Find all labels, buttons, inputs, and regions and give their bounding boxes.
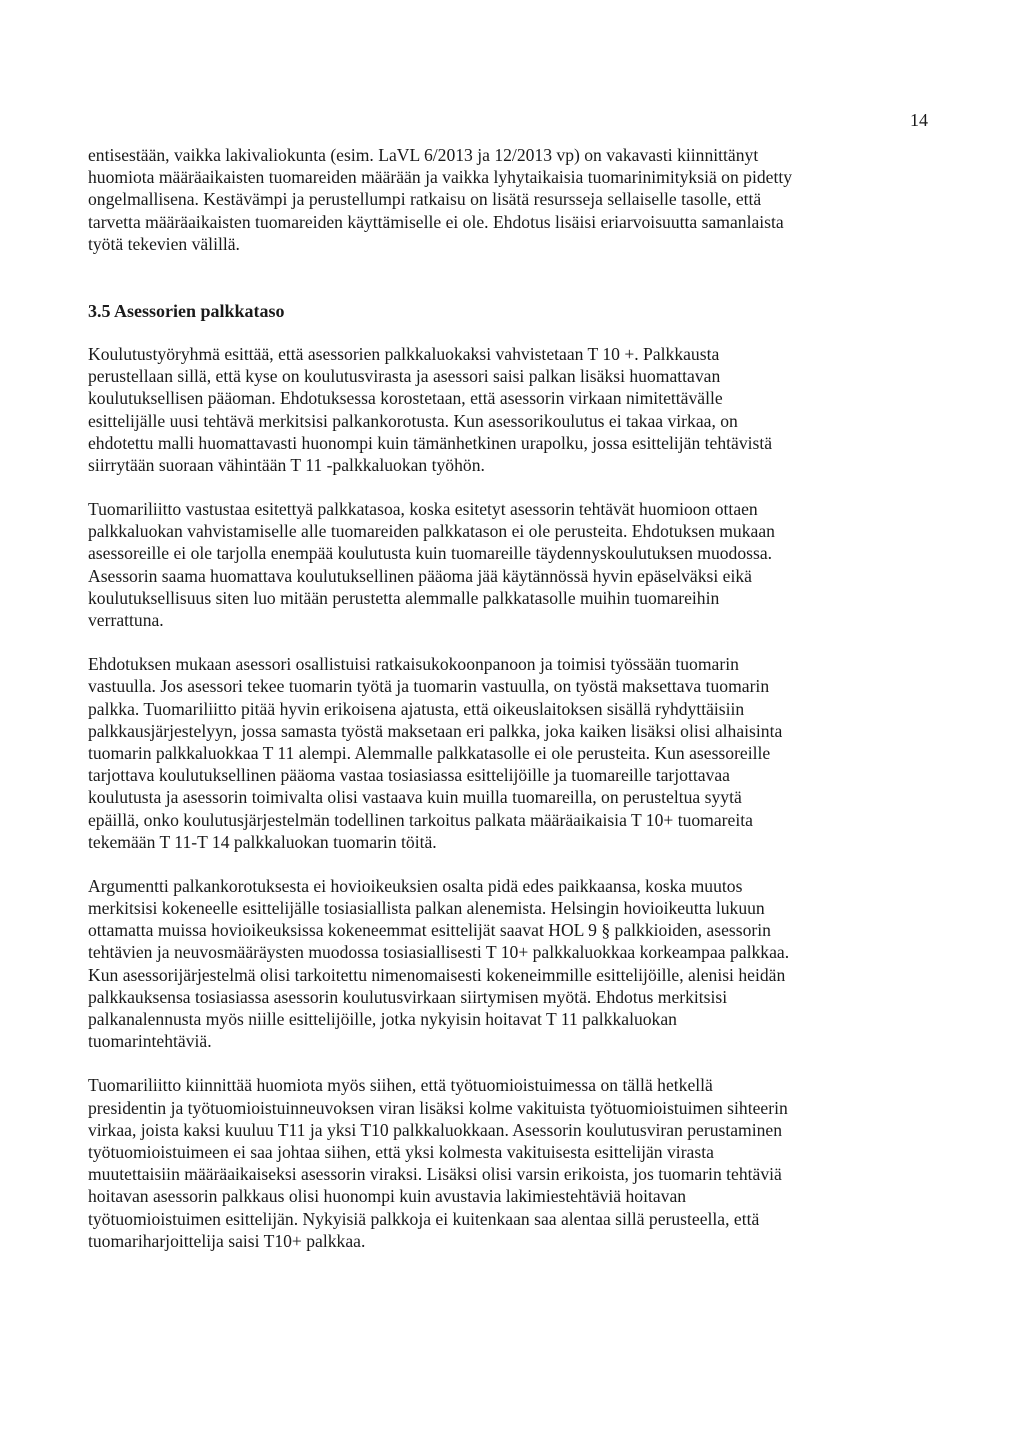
text-line: vastuulla. Jos asessori tekee tuomarin työtä ja tuomarin vastuulla, on työstä maksettava tuomarin [88,676,770,697]
paragraph-1 [88,144,918,255]
text-line: Tuomariliitto vastustaa esitettyä palkkatasoa, koska esitetyt asessorin tehtävät huomioon ottaen [88,499,758,520]
text-line: tehtävien ja neuvosmääräysten muodossa tosiasiallisesti T 10+ palkkaluokkaa korkeampaa palkkaa. [88,942,790,963]
text-line: palkanalennusta myös niille esittelijöille, jotka nykyisin hoitavat T 11 palkkaluokan [88,1009,677,1029]
text-line: siirrytään suoraan vähintään T 11 -palkkaluokan työhön. [88,454,485,475]
text-line: merkitsisi kokeneelle esittelijälle tosiasiallista palkan alenemista. Helsingin hovioikeutta lukuun [88,898,765,919]
text-line: epäillä, onko koulutusjärjestelmän todellinen tarkoitus palkata määräaikaisia T 10+ tuomareita [88,809,753,830]
section-heading: 3.5 Asessorien palkkataso [88,300,285,321]
text-line: tarvetta määräaikaisten tuomareiden käyttämiselle ei ole. Ehdotus lisäisi eriarvoisuutta samanlaista [88,211,784,232]
text-line: palkkausjärjestelyyn, jossa samasta työstä maksetaan eri palkka, joka kaiken lisäksi olisi alhaisinta [88,720,783,741]
text-line: Ehdotuksen mukaan asessori osallistuisi ratkaisukokoonpanoon ja toimisi työssään tuomarin [88,654,739,675]
paragraph-4 [88,653,918,853]
paragraph-2 [88,343,918,476]
text-line: työtuomioistuimen esittelijän. Nykyisiä palkkoja ei kuitenkaan saa alentaa sillä perusteella, että [88,1208,760,1229]
document-body [88,144,918,1252]
page-number: 14 [910,110,928,130]
text-line: entisestään, vaikka lakivaliokunta (esim. LaVL 6/2013 ja 12/2013 vp) on vakavasti kiinnittänyt [88,145,759,165]
paragraph-6 [88,1074,918,1252]
text-line: ottamatta muissa hovioikeuksissa kokeneemmat esittelijät saavat HOL 9 § palkkioiden, asessorin [88,920,771,941]
text-line: palkkaluokan vahvistamiselle alle tuomareiden palkkatason ei ole perusteita. Ehdotuksen mukaan [88,521,775,542]
text-line: tuomariharjoittelija saisi T10+ palkkaa. [88,1230,366,1251]
text-line: muutettaisiin määräaikaiseksi asessorin viraksi. Lisäksi olisi varsin erikoista, jos tuomarin tehtäviä [88,1164,782,1185]
text-line: verrattuna. [88,610,164,630]
text-line: työtä tekevien välillä. [88,233,240,254]
paragraph-5 [88,875,918,1053]
text-line: Argumentti palkankorotuksesta ei hovioikeuksien osalta pidä edes paikkaansa, koska muutos [88,875,743,896]
text-line: tarjottava koulutuksellinen pääoma vastaa tosiasiassa esittelijöille ja tuomareille tarjottavaa [88,765,730,786]
text-line: palkka. Tuomariliitto pitää hyvin erikoisena ajatusta, että oikeuslaitoksen sisällä ryhdyttäisiin [88,698,745,719]
text-line: esittelijälle uusi tehtävä merkitsisi palkankorotusta. Kun asessorikoulutus ei takaa virkaa, on [88,410,738,431]
text-line: virkaa, joista kaksi kuuluu T11 ja yksi T10 palkkaluokkaan. Asessorin koulutusviran perustaminen [88,1119,783,1140]
text-line: koulutusta ja asessorin toimivalta olisi vastaava kuin muilla tuomareilla, on perusteltua syytä [88,787,742,808]
text-line: asessoreille ei ole tarjolla enempää koulutusta kuin tuomareille täydennyskoulutuksen muodossa. [88,543,773,564]
text-line: tekemään T 11-T 14 palkkaluokan tuomarin töitä. [88,831,437,852]
text-line: Asessorin saama huomattava koulutuksellinen pääoma jää käytännössä hyvin epäselväksi eikä [88,565,752,586]
text-line: tuomarintehtäviä. [88,1031,212,1052]
text-line: presidentin ja työtuomioistuinneuvoksen viran lisäksi kolme vakituista työtuomioistuimen sihteerin [88,1097,788,1118]
text-line: perustellaan sillä, että kyse on koulutusvirasta ja asessori saisi palkan lisäksi huomattavan [88,366,721,387]
paragraph-3 [88,498,918,631]
text-line: tuomarin palkkaluokkaa T 11 alempi. Alemmalle palkkatasolle ei ole perusteita. Kun asessoreille [88,742,771,763]
text-line: hoitavan asessorin palkkaus olisi huonompi kuin avustavia lakimiestehtäviä hoitavan [88,1186,687,1207]
text-line: työtuomioistuimeen ei saa johtaa siihen, että yksi kolmesta vakituisesta esittelijän virasta [88,1141,714,1162]
text-line: koulutuksellisen pääoman. Ehdotuksessa korostetaan, että asessorin virkaan nimitettävälle [88,388,723,409]
text-line: Kun asessorijärjestelmä olisi tarkoitettu nimenomaisesti kokeneimmille esittelijöille, alenisi heidän [88,964,786,985]
text-line: ongelmallisena. Kestävämpi ja perustellumpi ratkaisu on lisätä resursseja sellaiselle tasolle, että [88,189,762,210]
text-line: palkkauksensa tosiasiassa asessorin koulutusvirkaan siirtymisen myötä. Ehdotus merkitsisi [88,986,728,1007]
text-line: Tuomariliitto kiinnittää huomiota myös siihen, että työtuomioistuimessa on tällä hetkellä [88,1075,713,1096]
text-line: huomiota määräaikaisten tuomareiden määrään ja vaikka lyhytaikaisia tuomarinimityksiä on pidetty [88,167,793,188]
text-line: Koulutustyöryhmä esittää, että asessorien palkkaluokaksi vahvistetaan T 10 +. Palkkausta [88,343,720,364]
text-line: ehdotettu malli huomattavasti huonompi kuin tämänhetkinen urapolku, jossa esittelijän tehtävistä [88,432,773,453]
text-line: koulutuksellisuus siten luo mitään perustetta alemmalle palkkatasolle muihin tuomareihin [88,587,720,608]
